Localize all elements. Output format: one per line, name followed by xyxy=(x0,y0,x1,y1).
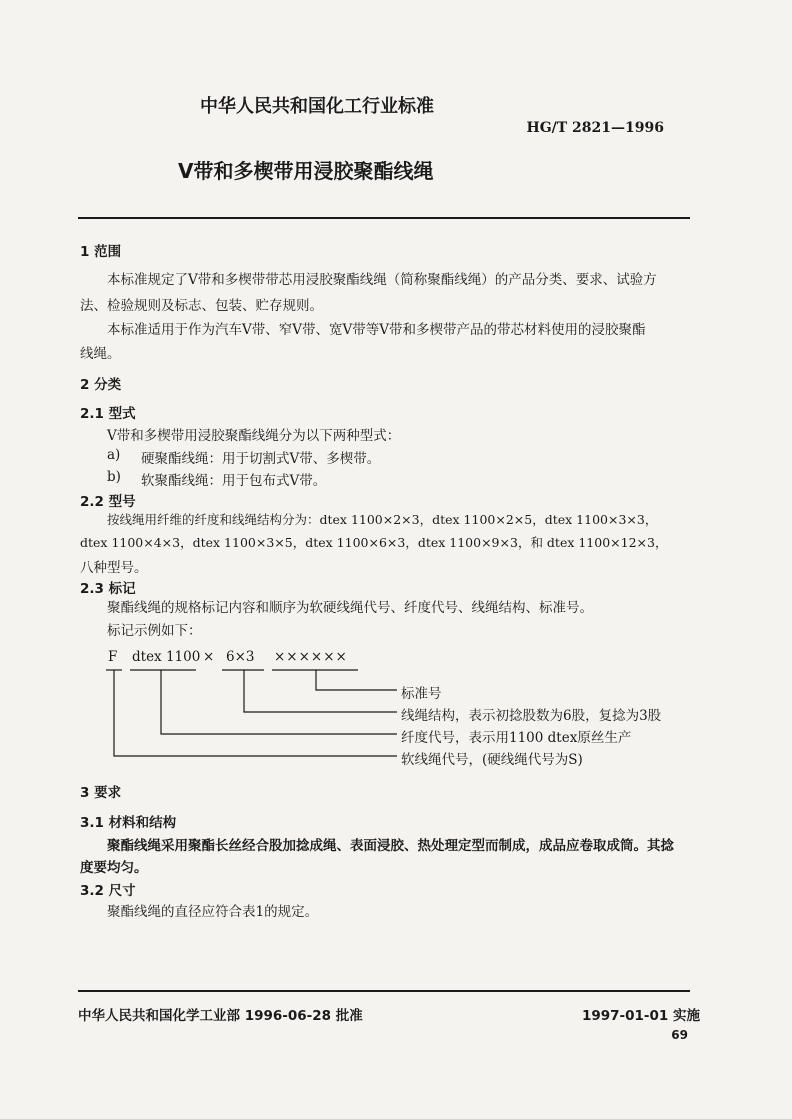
standard-code: HG/T 2821—1996 xyxy=(526,120,664,136)
section-2-2-line2: dtex 1100×4×3，dtex 1100×3×5，dtex 1100×6×3，dtex 1100×9×3，和 dtex 1100×12×3， xyxy=(80,535,668,550)
section-2-3-heading: 2.3 标记 xyxy=(80,581,136,597)
leader-standard xyxy=(316,670,397,690)
section-2-3-line2: 标记示例如下： xyxy=(107,623,202,639)
section-2-heading: 2 分类 xyxy=(80,377,122,393)
section-2-1-intro: V带和多楔带用浸胶聚酯线绳分为以下两种型式： xyxy=(107,428,401,444)
marking-part-standard: ×××××× xyxy=(274,649,348,665)
section-2-1-item-a-text: 硬聚酯线绳：用于切割式V带、多楔带。 xyxy=(141,451,381,467)
page-number: 69 xyxy=(671,1028,688,1042)
section-2-2-line3: 八种型号。 xyxy=(80,560,148,576)
marking-part-dtex: dtex 1100 xyxy=(132,649,201,665)
section-3-1-line1: 聚酯线绳采用聚酯长丝经合股加捻成绳、表面浸胶、热处理定型而制成，成品应卷取成筒。其捻 xyxy=(107,838,674,854)
section-3-2-heading: 3.2 尺寸 xyxy=(80,883,136,899)
standard-title: 中华人民共和国化工行业标准 xyxy=(200,96,434,117)
section-1-para2-line2: 线绳。 xyxy=(80,346,121,362)
section-2-2-heading: 2.2 型号 xyxy=(80,494,136,510)
marking-label-f: 软线绳代号，(硬线绳代号为S) xyxy=(401,752,583,768)
leader-dtex xyxy=(161,670,397,734)
section-2-3-line1: 聚酯线绳的规格标记内容和顺序为软硬线绳代号、纤度代号、线绳结构、标准号。 xyxy=(107,600,593,616)
section-1-heading: 1 范围 xyxy=(80,244,122,260)
footer-approval: 中华人民共和国化学工业部 1996-06-28 批准 xyxy=(78,1008,363,1024)
marking-part-structure: 6×3 xyxy=(226,649,255,665)
section-1-para1-line2: 法、检验规则及标志、包装、贮存规则。 xyxy=(80,298,323,314)
section-2-1-item-b-label: b) xyxy=(107,469,121,485)
marking-label-dtex: 纤度代号，表示用1100 dtex原丝生产 xyxy=(401,730,632,746)
section-2-1-item-b-text: 软聚酯线绳：用于包布式V带。 xyxy=(141,473,327,489)
footer-effective-date: 1997-01-01 实施 xyxy=(581,1008,700,1024)
section-3-1-line2: 度要均匀。 xyxy=(80,860,148,876)
leader-f xyxy=(114,670,397,756)
marking-part-f: F xyxy=(108,649,118,665)
marking-label-structure: 线绳结构，表示初捻股数为6股，复捻为3股 xyxy=(401,708,662,724)
section-1-para2-line1: 本标准适用于作为汽车V带、窄V带、宽V带等V带和多楔带产品的带芯材料使用的浸胶聚酯 xyxy=(107,322,646,338)
section-3-heading: 3 要求 xyxy=(80,785,122,801)
section-2-2-line1: 按线绳用纤维的纤度和线绳结构分为：dtex 1100×2×3，dtex 1100×2×5，dtex 1100×3×3， xyxy=(107,512,658,527)
marking-label-standard: 标准号 xyxy=(401,686,442,702)
section-2-1-item-a-label: a) xyxy=(107,447,121,463)
footer-divider xyxy=(78,990,690,992)
section-3-1-heading: 3.1 材料和结构 xyxy=(80,815,177,831)
section-2-1-heading: 2.1 型式 xyxy=(80,406,136,422)
leader-structure xyxy=(244,670,397,712)
section-1-para1-line1: 本标准规定了V带和多楔带带芯用浸胶聚酯线绳（简称聚酯线绳）的产品分类、要求、试验方 xyxy=(107,272,657,288)
marking-part-times: × xyxy=(203,649,215,665)
section-3-2-line1: 聚酯线绳的直径应符合表1的规定。 xyxy=(107,904,319,920)
document-title: V带和多楔带用浸胶聚酯线绳 xyxy=(178,159,434,183)
